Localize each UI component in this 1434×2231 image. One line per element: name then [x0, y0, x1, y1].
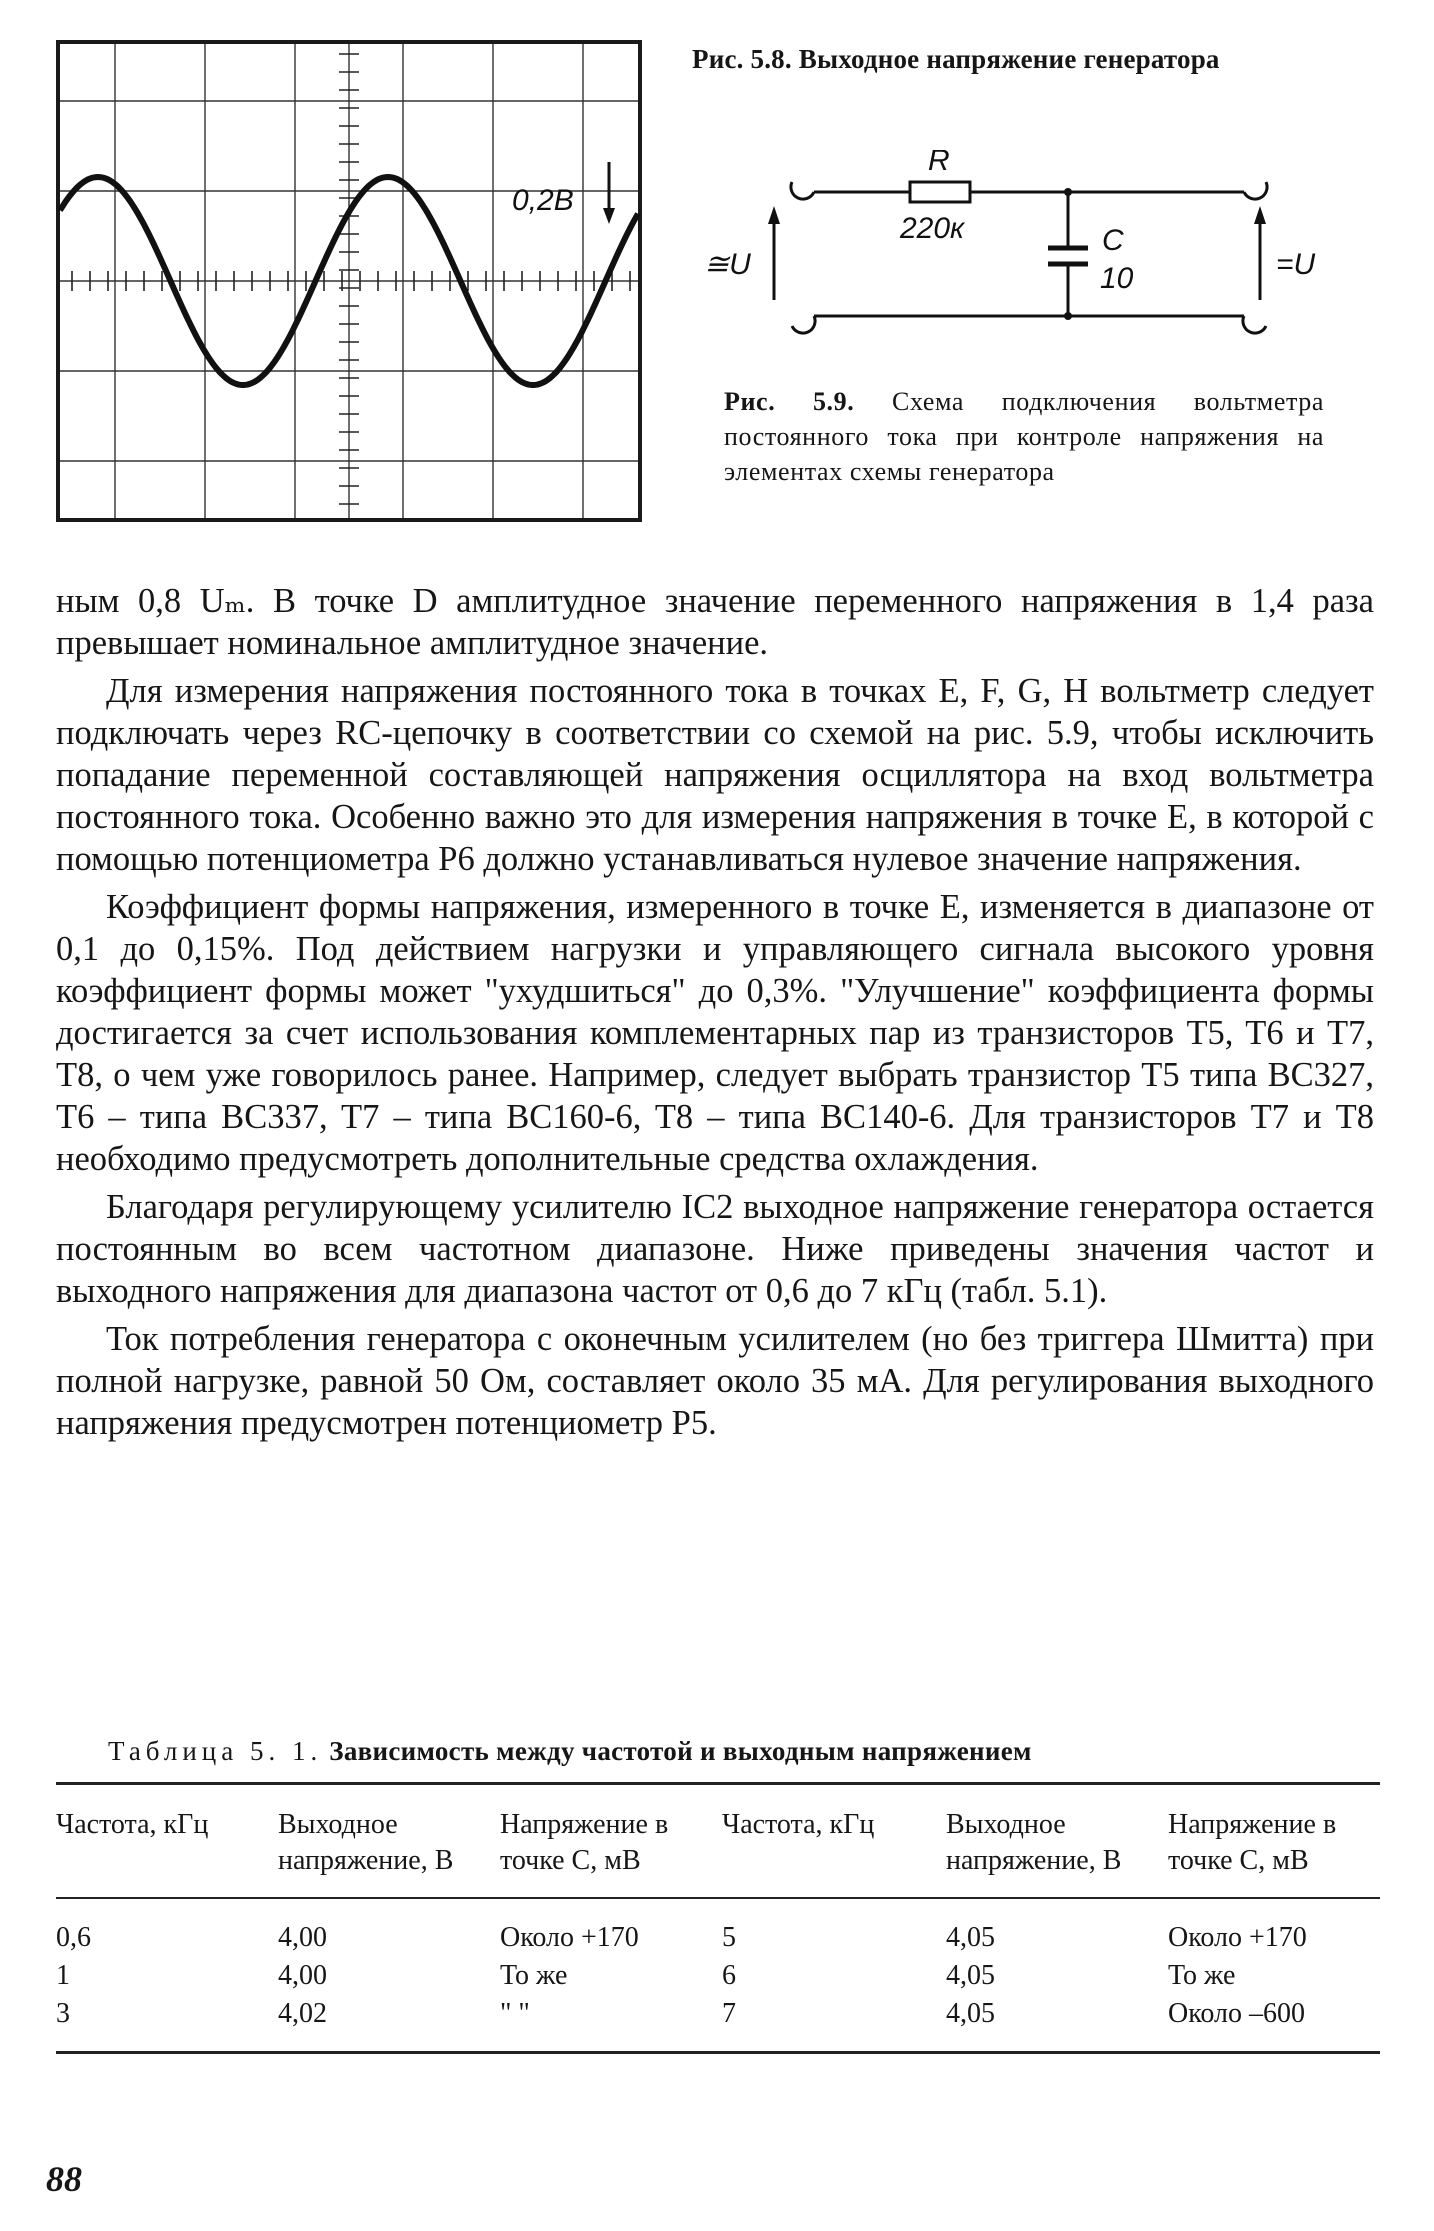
input-voltage-label: ≅U — [704, 248, 751, 281]
paragraph-4: Благодаря регулирующему усилителю IC2 выходное напряжение генератора остается постоянным во всем частотном диапазоне. Ниже приведены значения частот и выходного напряжения для диапазона частот от 0,6 до 7 кГц (табл. 5.1). — [56, 1188, 1374, 1310]
table-cell: 4,00 — [278, 1922, 327, 1953]
table-row — [56, 1957, 1380, 1995]
figure-5-8-caption: Рис. 5.8. Выходное напряжение генератора — [692, 44, 1220, 74]
oscilloscope-screen — [56, 40, 642, 522]
page-number: 88 — [46, 2159, 82, 2199]
header-output-voltage: Выходное напряжение, В — [278, 1784, 500, 1899]
body-text — [56, 580, 1374, 1450]
table-cell: То же — [1168, 1960, 1236, 1991]
table-cell: То же — [500, 1960, 568, 1991]
table-cell: " " — [500, 1995, 722, 2053]
table-cell: Около +170 — [500, 1922, 639, 1953]
table-cell: 4,05 — [946, 1995, 1168, 2053]
header-output-voltage-2: Выходное напряжение, В — [946, 1784, 1168, 1899]
junction-top — [1064, 188, 1072, 196]
table-row — [56, 1898, 1380, 1957]
input-terminal-top — [791, 182, 814, 199]
table-cell: 7 — [722, 1995, 946, 2053]
output-voltage-label: =U — [1276, 248, 1316, 281]
table-cell: 4,05 — [946, 1922, 995, 1953]
junction-bottom — [1064, 312, 1072, 320]
table-cell: 4,00 — [278, 1960, 327, 1991]
resistor-value: 220к — [900, 212, 965, 245]
header-point-c-voltage: Напряжение в точке C, мВ — [500, 1784, 722, 1899]
table-row — [56, 1995, 1380, 2053]
resistor-symbol — [910, 182, 970, 202]
output-terminal-bottom — [1243, 316, 1266, 333]
table-cell: 4,05 — [946, 1960, 995, 1991]
table-title — [108, 1736, 1378, 1767]
table-cell: Около –600 — [1168, 1995, 1380, 2053]
table-label: Таблица 5. 1. — [108, 1736, 323, 1766]
output-arrow-head — [1254, 206, 1266, 224]
amplitude-label: 0,2В — [512, 184, 574, 217]
table-cell: 3 — [56, 1995, 278, 2053]
oscilloscope-figure — [56, 40, 642, 522]
resistor-label: R — [928, 150, 950, 177]
header-point-c-voltage-2: Напряжение в точке C, мВ — [1168, 1784, 1380, 1899]
input-terminal-bottom — [792, 316, 815, 333]
table-cell: Около +170 — [1168, 1922, 1307, 1953]
table-header-row — [56, 1784, 1380, 1899]
capacitor-value: 10 — [1100, 262, 1134, 295]
header-frequency-2: Частота, кГц — [722, 1784, 946, 1899]
input-arrow-head — [768, 206, 780, 224]
rc-circuit-figure — [692, 150, 1372, 360]
paragraph-5: Ток потребления генератора с оконечным усилителем (но без триггера Шмитта) при полной нагрузке, равной 50 Ом, составляет около 35 мА. Для регулирования выходного напряжения предусмотрен потенциометр P5. — [56, 1320, 1374, 1442]
capacitor-label: C — [1102, 224, 1124, 257]
caption-prefix: Рис. 5.9. — [724, 387, 855, 416]
caption-text: Схема подключения вольтметра постоянного тока при контроле напряжения на элементах схемы генератора — [724, 387, 1324, 486]
paragraph-3: Коэффициент формы напряжения, измеренного в точке E, изменяется в диапазоне от 0,1 до 0,15%. Под действием нагрузки и управляющего сигнала высокого уровня коэффициент формы может "ухудшиться" до 0,3%. "Улучшение" коэффициента формы достигается за счет использования комплементарных пар из транзисторов T5, T6 и T7, T8, о чем уже говорилось ранее. Например, следует выбрать транзистор T5 типа BC327, T6 – типа BC337, T7 – типа BC160-6, T8 – типа BC140-6. Для транзисторов T7 и T8 необходимо предусмотреть дополнительные средства охлаждения. — [56, 888, 1374, 1178]
table-title-text: Зависимость между частотой и выходным напряжением — [329, 1736, 1032, 1766]
table-cell: 0,6 — [56, 1922, 91, 1953]
rc-circuit-diagram — [692, 150, 1372, 360]
figure-5-9-caption — [724, 384, 1324, 489]
paragraph-1: ным 0,8 Uₘ. В точке D амплитудное значение переменного напряжения в 1,4 раза превышает номинальное амплитудное значение. — [56, 582, 1374, 662]
output-terminal-top — [1244, 182, 1267, 199]
table-cell: 4,02 — [278, 1995, 500, 2053]
paragraph-2: Для измерения напряжения постоянного тока в точках E, F, G, H вольтметр следует подключать через RC-цепочку в соответствии со схемой на рис. 5.9, чтобы исключить попадание переменной составляющей напряжения осциллятора на вход вольтметра постоянного тока. Особенно важно это для измерения напряжения в точке E, в которой с помощью потенциометра P6 должно устанавливаться нулевое значение напряжения. — [56, 672, 1374, 878]
table-cell: 1 — [56, 1960, 70, 1991]
table-cell: 5 — [722, 1922, 736, 1953]
table-cell: 6 — [722, 1960, 736, 1991]
header-frequency: Частота, кГц — [56, 1784, 278, 1899]
frequency-voltage-table — [56, 1782, 1380, 2054]
